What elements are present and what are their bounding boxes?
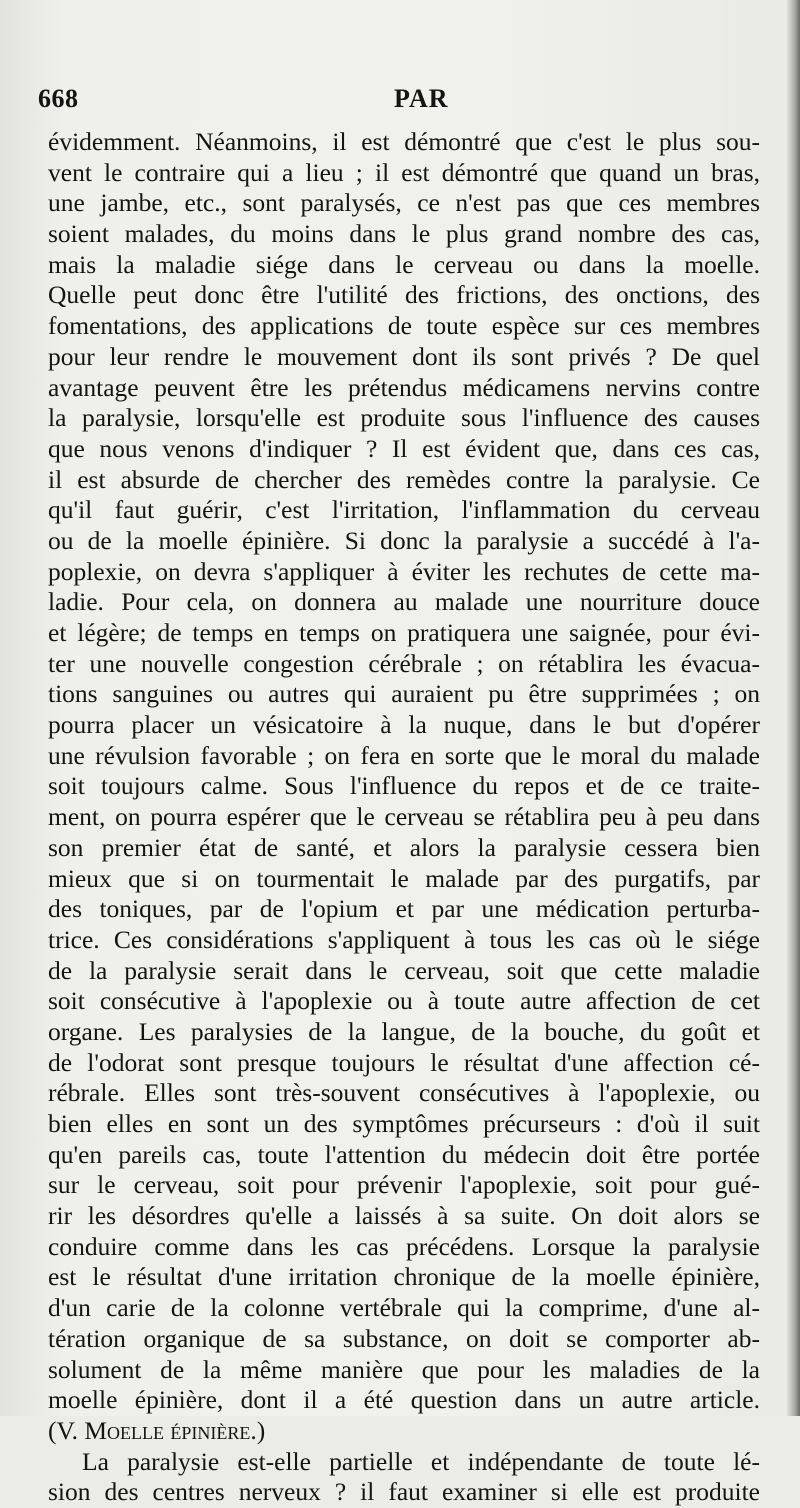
text-line: d'un carie de la colonne vertébrale qui la comprime, d'une al-: [48, 1293, 760, 1323]
text-line: que nous venons d'indiquer ? Il est évident que, dans ces cas,: [48, 433, 760, 463]
text-line: une révulsion favorable ; on fera en sorte que le moral du malade: [48, 740, 760, 770]
text-line: évidemment. Néanmoins, il est démontré que c'est le plus sou-: [48, 127, 760, 156]
text-line: mais la maladie siége dans le cerveau ou dans la moelle.: [48, 249, 760, 279]
text-line: des toniques, par de l'opium et par une médication perturba-: [48, 894, 760, 924]
text-line: fomentations, des applications de toute espèce sur ces membres: [48, 311, 760, 341]
text-line: solument de la même manière que pour les maladies de la: [48, 1354, 760, 1384]
text-line: de l'odorat sont presque toujours le résultat d'une affection cé-: [48, 1047, 760, 1077]
page-number: 668: [38, 84, 79, 113]
text-line: son premier état de santé, et alors la paralysie cessera bien: [48, 832, 760, 862]
text-line: la paralysie, lorsqu'elle est produite sous l'influence des causes: [48, 403, 760, 433]
text-line: pourra placer un vésicatoire à la nuque, dans le but d'opérer: [48, 710, 760, 740]
text-line: une jambe, etc., sont paralysés, ce n'est pas que ces membres: [48, 188, 760, 218]
text-line: Quelle peut donc être l'utilité des frictions, des onctions, des: [48, 280, 760, 310]
text-line: qu'il faut guérir, c'est l'irritation, l'inflammation du cerveau: [48, 495, 760, 525]
text-line: sion des centres nerveux ? il faut examiner si elle est produite: [48, 1477, 760, 1507]
text-line: mieux que si on tourmentait le malade par des purgatifs, par: [48, 863, 760, 893]
text-line: avantage peuvent être les prétendus médicamens nervins contre: [48, 372, 760, 402]
cross-reference: (V. Moelle épinière.): [48, 1415, 266, 1445]
text-line: moelle épinière, dont il a été question dans un autre article.: [48, 1385, 760, 1415]
text-line: soient malades, du moins dans le plus grand nombre des cas,: [48, 219, 760, 249]
text-line: qu'en pareils cas, toute l'attention du médecin doit être portée: [48, 1139, 760, 1169]
text-line: ladie. Pour cela, on donnera au malade une nourriture douce: [48, 587, 760, 617]
text-line: sur le cerveau, soit pour prévenir l'apoplexie, soit pour gué-: [48, 1170, 760, 1200]
text-line: trice. Ces considérations s'appliquent à tous les cas où le siége: [48, 924, 760, 954]
text-line: de la paralysie serait dans le cerveau, soit que cette maladie: [48, 955, 760, 985]
text-line: pour leur rendre le mouvement dont ils sont privés ? De quel: [48, 341, 760, 371]
text-line: tération organique de sa substance, on doit se comporter ab-: [48, 1323, 760, 1353]
text-line: soit consécutive à l'apoplexie ou à toute autre affection de cet: [48, 986, 760, 1016]
text-line: ment, on pourra espérer que le cerveau se rétablira peu à peu dans: [48, 802, 760, 832]
text-line: vent le contraire qui a lieu ; il est démontré que quand un bras,: [48, 157, 760, 187]
running-title: PAR: [394, 84, 449, 113]
running-head: [38, 84, 758, 120]
text-line: ter une nouvelle congestion cérébrale ; on rétablira les évacua-: [48, 648, 760, 678]
text-line: conduire comme dans les cas précédens. Lorsque la paralysie: [48, 1231, 760, 1261]
text-line: rébrale. Elles sont très-souvent consécutives à l'apoplexie, ou: [48, 1078, 760, 1108]
text-line: La paralysie est-elle partielle et indépendante de toute lé-: [82, 1446, 760, 1476]
text-line: poplexie, on devra s'appliquer à éviter les rechutes de cette ma-: [48, 556, 760, 586]
text-line: et légère; de temps en temps on pratiquera une saignée, pour évi-: [48, 618, 760, 647]
text-line: organe. Les paralysies de la langue, de la bouche, du goût et: [48, 1016, 760, 1046]
text-line: bien elles en sont un des symptômes précurseurs : d'où il suit: [48, 1109, 760, 1138]
text-line: ou de la moelle épinière. Si donc la paralysie a succédé à l'a-: [48, 525, 760, 555]
text-line: rir les désordres qu'elle a laissés à sa suite. On doit alors se: [48, 1201, 760, 1231]
text-line: soit toujours calme. Sous l'influence du repos et de ce traite-: [48, 771, 760, 801]
body-text: [48, 127, 760, 1508]
text-line: il est absurde de chercher des remèdes contre la paralysie. Ce: [48, 464, 760, 494]
text-line: tions sanguines ou autres qui auraient pu être supprimées ; on: [48, 679, 760, 709]
text-line: est le résultat d'une irritation chronique de la moelle épinière,: [48, 1262, 760, 1292]
page-binding-shadow: [786, 0, 800, 1416]
